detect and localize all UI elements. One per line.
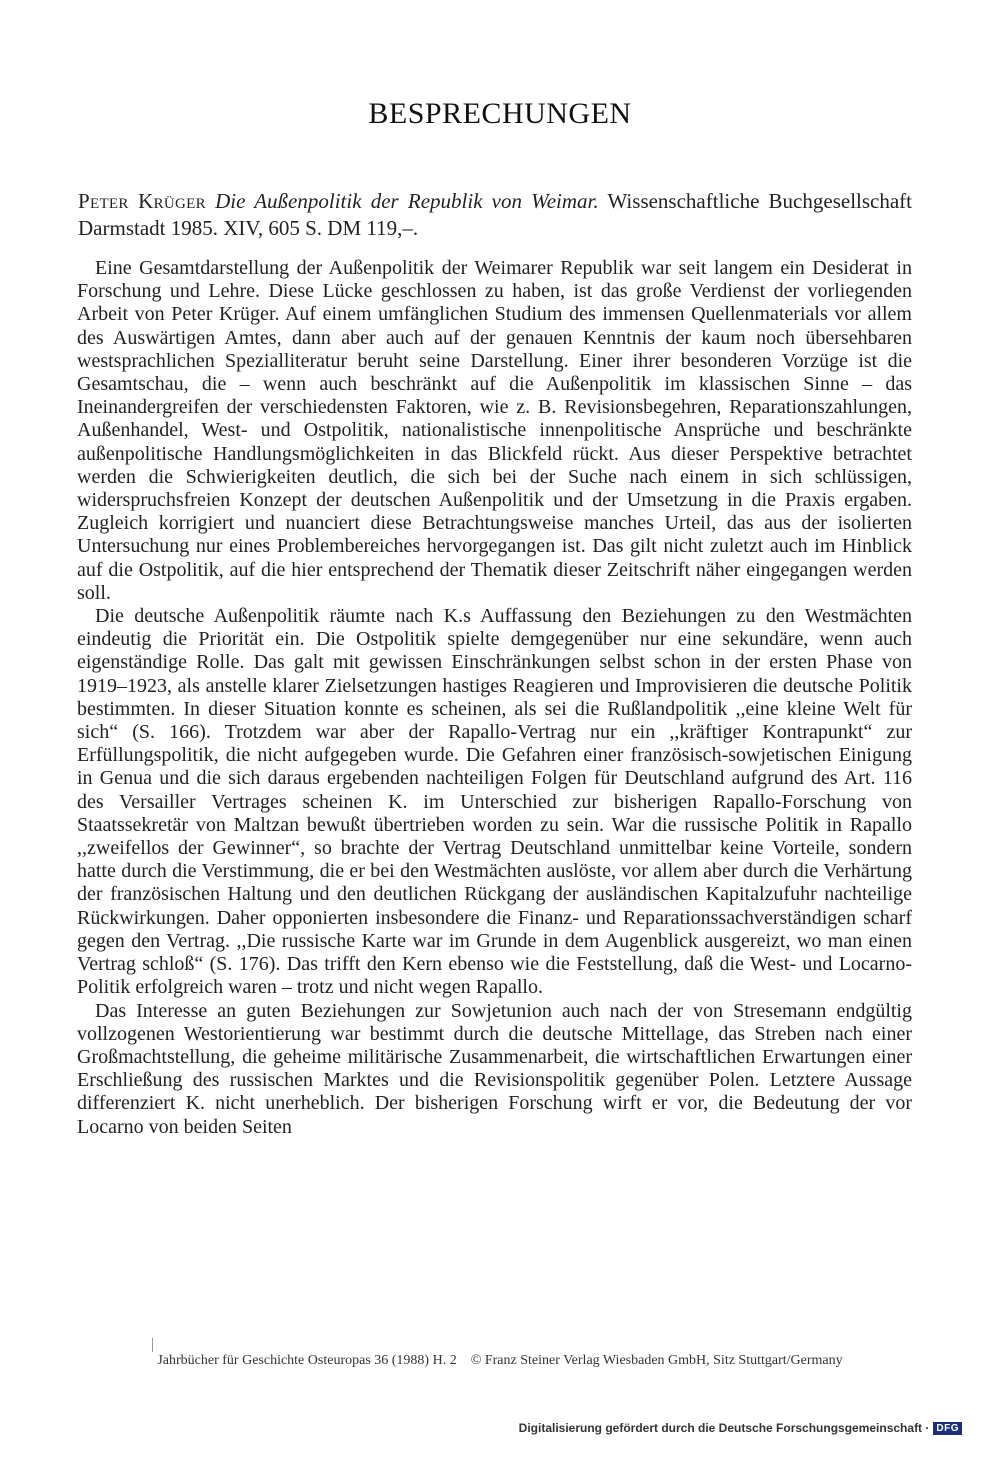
funding-text: Digitalisierung gefördert durch die Deutsche Forschungsgemeinschaft · (518, 1421, 930, 1435)
review-author: Peter Krüger (78, 189, 206, 213)
page-footer (0, 1353, 1000, 1369)
footer-journal: Jahrbücher für Geschichte Osteuropas 36 (1988) H. 2 (157, 1353, 457, 1368)
footer-publisher: © Franz Steiner Verlag Wiesbaden GmbH, Sitz Stuttgart/Germany (470, 1353, 843, 1368)
review-reference (78, 188, 912, 242)
paragraph: Eine Gesamtdarstellung der Außenpolitik der Weimarer Republik war seit langem ein Desiderat in Forschung und Lehre. Diese Lücke geschlossen zu haben, ist das große Verdienst der vorliegenden Arbeit von Peter Krüger. Auf einem umfänglichen Studium des immensen Quellenmaterials vor allem des Auswärtigen Amtes, dann aber auch auf der genauen Kenntnis der kaum noch übersehbaren westsprachlichen Spezialliteratur beruht seine Darstellung. Einer ihrer besonderen Vorzüge ist die Gesamtschau, die – wenn auch beschränkt auf die Außenpolitik im klassischen Sinne – das Ineinandergreifen der verschiedensten Faktoren, wie z. B. Revisionsbegehren, Reparationszahlungen, Außenhandel, West- und Ostpolitik, nationalistische innenpolitische Ansprüche und beschränkte außenpolitische Handlungsmöglichkeiten in das Blickfeld rückt. Aus dieser Perspektive betrachtet werden die Schwierigkeiten deutlich, die sich bei der Suche nach einem in sich schlüssigen, widerspruchsfreien Konzept der deutschen Außenpolitik und der Umsetzung in die Praxis ergaben. Zugleich korrigiert und nuanciert diese Betrachtungsweise manches Urteil, das aus der isolierten Untersuchung nur eines Problembereiches hervorgegangen ist. Das gilt nicht zuletzt auch im Hinblick auf die Ostpolitik, auf die hier entsprechend der Thematik dieser Zeitschrift näher eingegangen werden soll. (77, 257, 912, 604)
review-book-title: Die Außenpolitik der Republik von Weimar. (215, 189, 599, 213)
dfg-logo-icon: DFG (933, 1422, 962, 1435)
paragraph: Das Interesse an guten Beziehungen zur Sowjetunion auch nach der von Stresemann endgültig vollzogenen Westorientierung war bestimmt durch die deutsche Mittellage, das Streben nach einer Großmachtstellung, die geheime militärische Zusammenarbeit, die wirtschaftlichen Erwartungen einer Erschließung des russischen Marktes und die Revisionspolitik gegenüber Polen. Letztere Aussage differenziert K. nicht unerheblich. Der bisherigen Forschung wirft er vor, die Bedeutung der vor Locarno von beiden Seiten (77, 999, 912, 1138)
funding-note (519, 1421, 962, 1435)
page-heading: BESPRECHUNGEN (368, 97, 632, 130)
margin-mark (152, 1338, 153, 1352)
review-body (77, 257, 912, 1139)
paragraph: Die deutsche Außenpolitik räumte nach K.s Auffassung den Beziehungen zu den Westmächten eindeutig die Priorität ein. Die Ostpolitik spielte demgegenüber nur eine sekundäre, wenn auch eigenständige Rolle. Das galt mit gewissen Einschränkungen selbst schon in der ersten Phase von 1919–1923, als anstelle klarer Zielsetzungen hastiges Reagieren und Improvisieren die deutsche Politik bestimmten. In dieser Situation konnte es scheinen, als sei die Rußlandpolitik ,,eine kleine Welt für sich“ (S. 166). Trotzdem war aber der Rapallo-Vertrag nur ein ,,kräftiger Kontrapunkt“ zur Erfüllungspolitik, die nicht aufgegeben wurde. Die Gefahren einer französisch-sowjetischen Einigung in Genua und die sich daraus ergebenden nachteiligen Folgen für Deutschland aufgrund des Art. 116 des Versailler Vertrages scheinen K. im Unterschied zur bisherigen Rapallo-Forschung von Staatssekretär von Maltzan bewußt übertrieben worden zu sein. War die russische Politik in Rapallo ,,zweifellos der Gewinner“, so brachte der Vertrag Deutschland unmittelbar keine Vorteile, sondern hatte durch die Verstimmung, die er bei den Westmächten auslöste, vor allem aber durch die Verhärtung der französischen Haltung und den deutlichen Rückgang der ausländischen Kapitalzufuhr nachteilige Rückwirkungen. Daher opponierten insbesondere die Finanz- und Reparationssachverständigen scharf gegen den Vertrag. ,,Die russische Karte war im Grunde in dem Augenblick ausgereizt, wo man einen Vertrag schloß“ (S. 176). Das trifft den Kern ebenso wie die Feststellung, daß die West- und Locarno-Politik erfolgreich waren – trotz und nicht wegen Rapallo. (77, 605, 912, 999)
review-publication: Wissenschaftliche Buchgesellschaft Darmstadt 1985. XIV, 605 S. DM 119,–. (78, 189, 913, 240)
